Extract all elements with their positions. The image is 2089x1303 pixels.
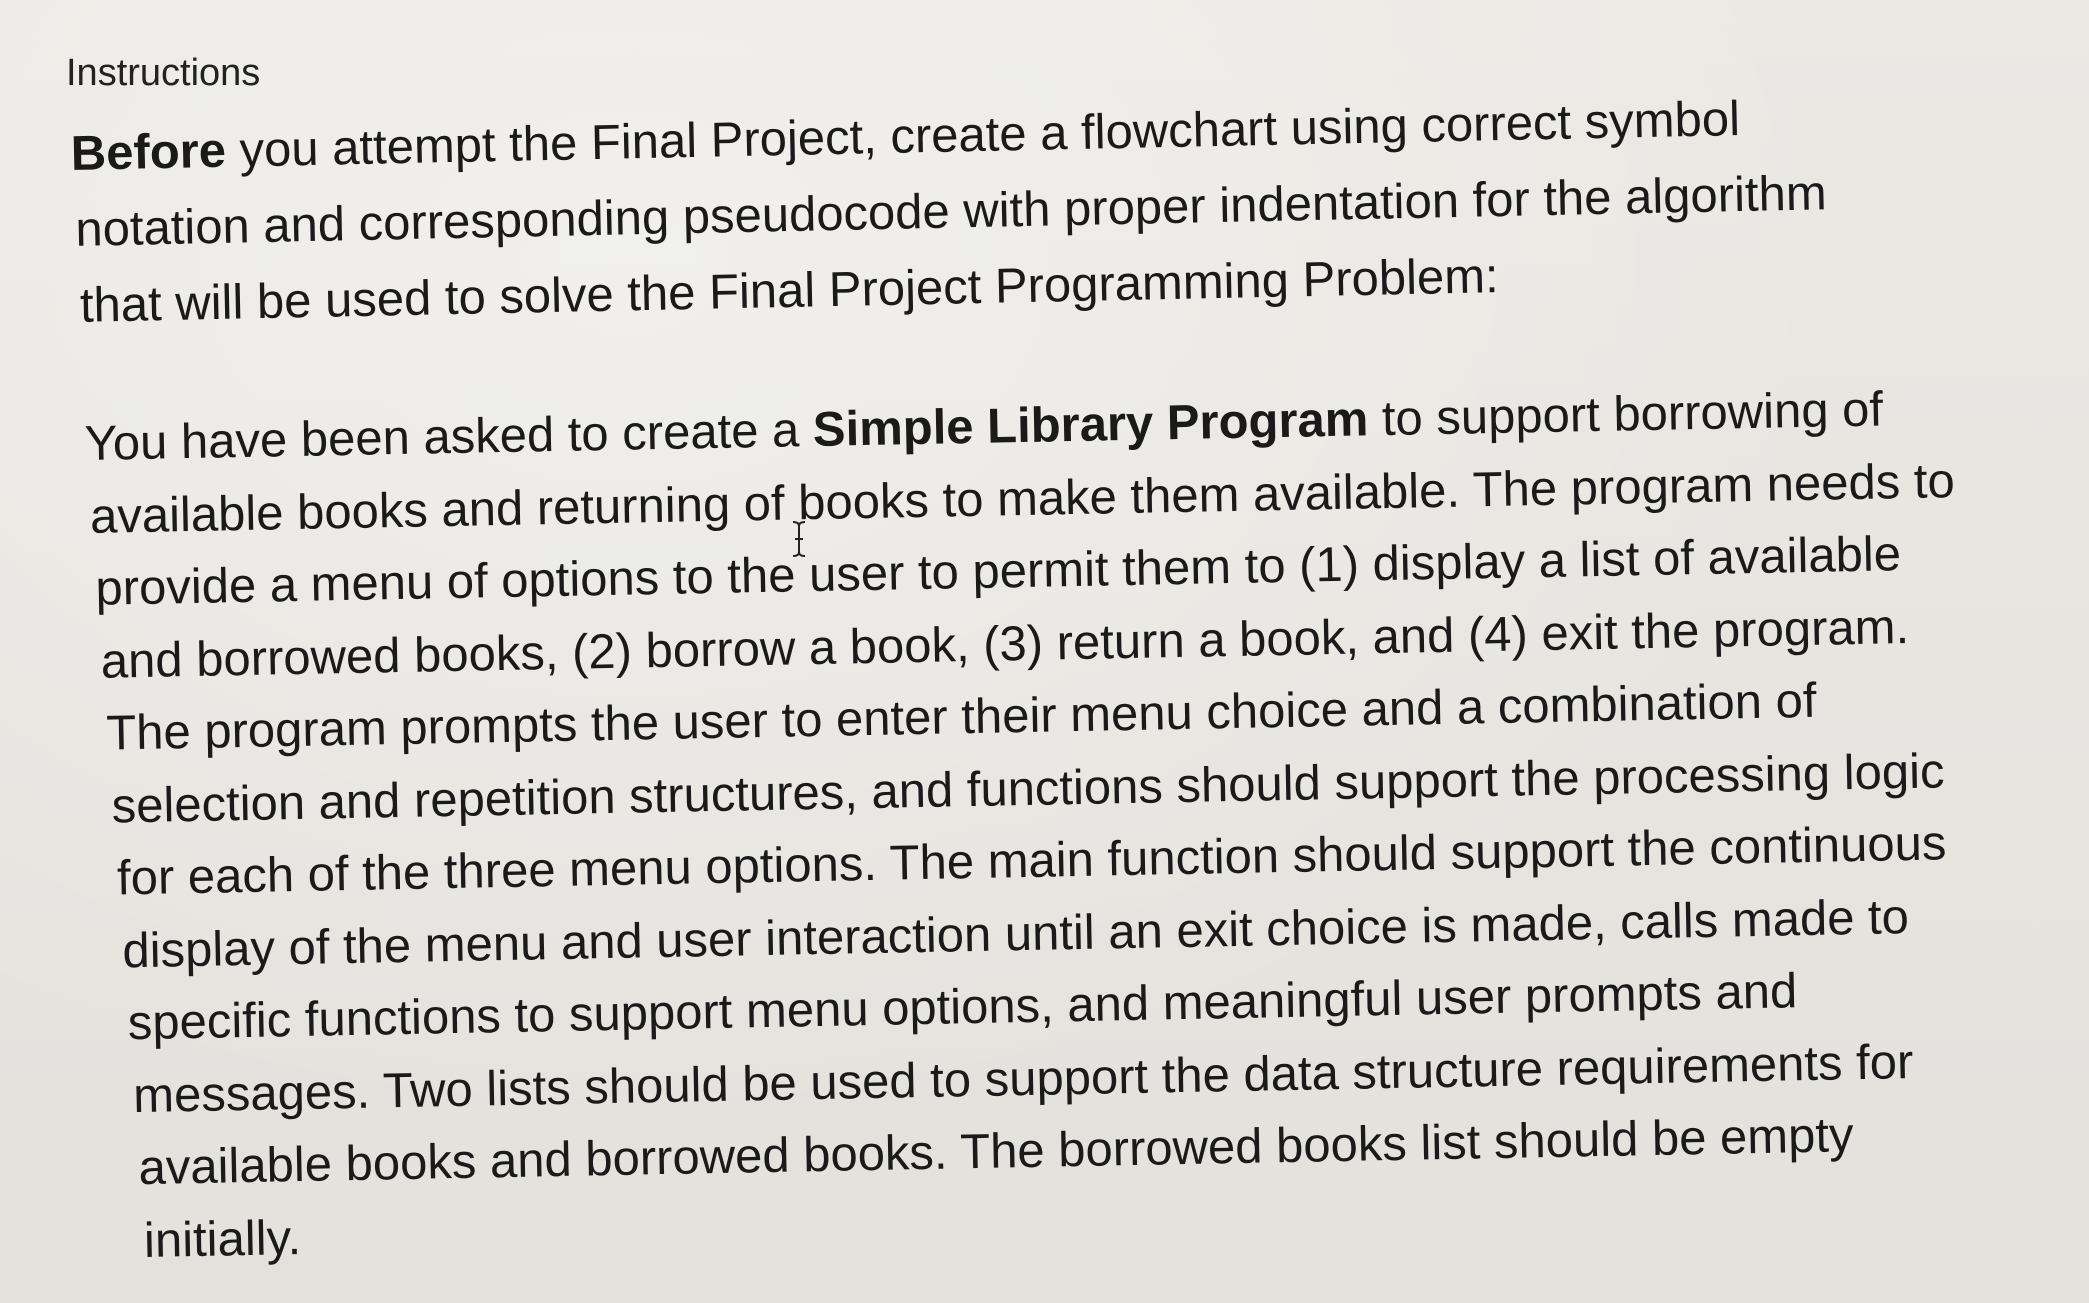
problem-line-2: available books and returning of books to make them available. The program needs to — [89, 453, 1956, 544]
intro-line-2: notation and corresponding pseudocode with proper indentation for the algorithm — [74, 166, 1828, 257]
problem-line-1-b: to support borrowing of — [1367, 382, 1884, 447]
problem-line-10: messages. Two lists should be used to support the data structure requirements for — [132, 1034, 1914, 1123]
problem-line-7: for each of the three menu options. The main function should support the continuous — [116, 816, 1947, 906]
problem-line-11: available books and borrowed books. The borrowed books list should be empty — [138, 1108, 1854, 1196]
problem-line-1-a: You have been asked to create a — [84, 403, 814, 471]
text-cursor-icon — [790, 520, 808, 558]
problem-line-6: selection and repetition structures, and functions should support the processing logic — [111, 743, 1945, 834]
intro-bold-word: Before — [70, 123, 227, 181]
page-heading: Instructions — [66, 52, 261, 94]
problem-line-4: and borrowed books, (2) borrow a book, (3) return a book, and (4) exit the program. — [100, 599, 1910, 689]
intro-paragraph — [70, 75, 2034, 344]
problem-line-3: provide a menu of options to the user to permit them to (1) display a list of available — [94, 527, 1902, 616]
problem-line-8: display of the menu and user interaction until an exit choice is made, calls made to — [121, 889, 1910, 978]
intro-line-3: that will be used to solve the Final Project Programming Problem: — [79, 249, 1500, 333]
problem-paragraph — [84, 370, 2060, 1277]
intro-line-1-text: you attempt the Final Project, create a flowchart using correct symbol — [225, 92, 1741, 178]
problem-line-12: initially. — [143, 1210, 302, 1268]
problem-line-5: The program prompts the user to enter their menu choice and a combination of — [105, 673, 1817, 761]
problem-line-9: specific functions to support menu options, and meaningful user prompts and — [127, 964, 1798, 1051]
program-name: Simple Library Program — [812, 392, 1369, 458]
